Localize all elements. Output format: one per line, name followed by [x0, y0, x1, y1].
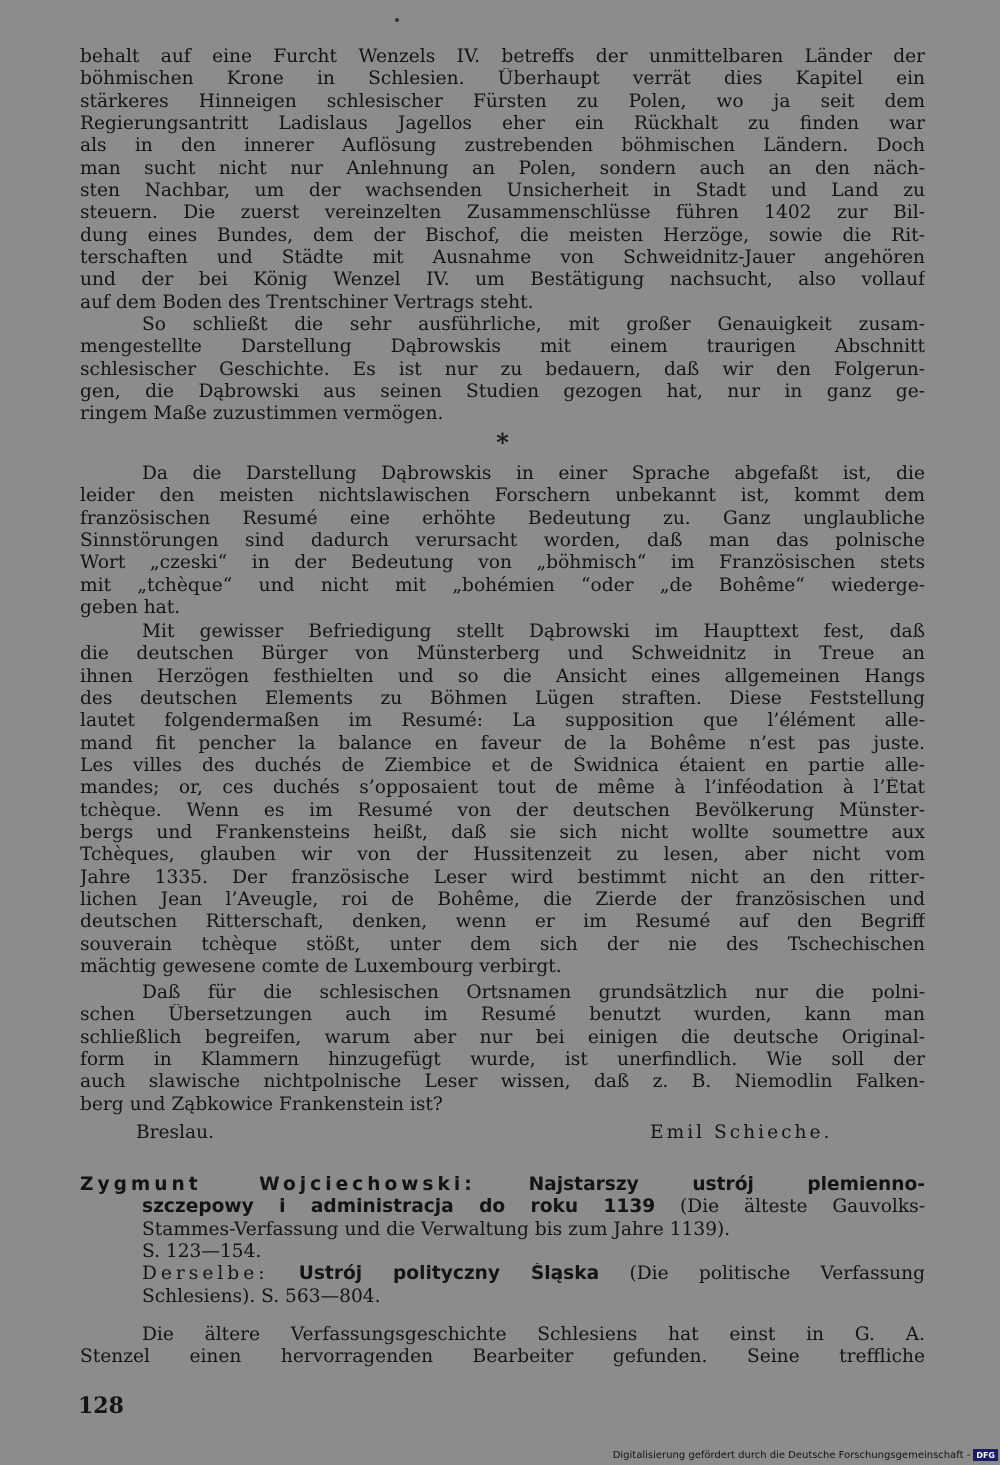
bib-title: Najstarszy ustrój plemienno- — [528, 1174, 925, 1195]
bibliography-entry — [80, 1174, 925, 1308]
paragraph-1 — [80, 46, 925, 314]
footer-text: Digitalisierung gefördert durch die Deutsche Forschungsgemeinschaft - — [612, 1449, 971, 1461]
text-line: mandes; or, ces duchés s’opposaient tout de même à l’inféodation à l’État — [80, 777, 925, 799]
text-line: als in den innerer Auflösung zustrebenden böhmischen Ländern. Doch — [80, 135, 925, 157]
bib-author: Derselbe: — [142, 1263, 269, 1285]
bib-title: Ustrój polityczny Śląska — [298, 1263, 600, 1285]
text-line: französischen Resumé eine erhöhte Bedeutung zu. Ganz unglaubliche — [80, 507, 925, 529]
text-line: Tchèques, glauben wir von der Hussitenzeit zu lesen, aber nicht vom — [80, 844, 925, 866]
bib-line — [80, 1196, 925, 1218]
text-line: berg und Ząbkowice Frankenstein ist? — [80, 1093, 443, 1115]
text-line: souverain tchèque stößt, unter dem sich der nie des Tschechischen — [80, 933, 925, 955]
text-line: ihnen Herzögen festhielten und so die Ansicht eines allgemeinen Hangs — [80, 665, 925, 687]
text-line: des deutschen Elements zu Böhmen Lügen straften. Diese Feststellung — [80, 688, 925, 710]
text-line: terschaften und Städte mit Ausnahme von Schweidnitz-Jauer angehören — [80, 247, 925, 269]
text-line: form in Klammern hinzugefügt wurde, ist unerfindlich. Wie soll der — [80, 1049, 925, 1071]
text-line: lautet folgendermaßen im Resumé: La supposition que l’élément alle- — [80, 710, 925, 732]
text-line: lichen Jean l’Aveugle, roi de Bohême, die Zierde der französischen und — [80, 889, 925, 911]
text-line: deutschen Ritterschaft, denken, wenn er im Resumé auf den Begriff — [80, 911, 925, 933]
bib-translation: (Die älteste Gauvolks- — [680, 1196, 925, 1218]
text-line: gen, die Dąbrowski aus seinen Studien gezogen hat, nur in ganz ge- — [80, 381, 925, 403]
text-line: Regierungsantritt Ladislaus Jagellos eher ein Rückhalt zu finden war — [80, 113, 925, 135]
text-line: man sucht nicht nur Anlehnung an Polen, sondern auch an den näch- — [80, 157, 925, 179]
bib-line: Stammes-Verfassung und die Verwaltung bis zum Jahre 1139). — [142, 1218, 731, 1240]
section-separator: * — [496, 428, 509, 457]
text-line: Die ältere Verfassungsgeschichte Schlesiens hat einst in G. A. — [142, 1324, 925, 1345]
paragraph-2 — [80, 314, 925, 426]
signature-author: Emil Schieche. — [650, 1122, 833, 1143]
text-line: Mit gewisser Befriedigung stellt Dąbrowski im Haupttext fest, daß — [142, 621, 925, 642]
text-line: mächtig gewesene comte de Luxembourg verbirgt. — [80, 956, 562, 978]
text-line: Wort „czeski“ in der Bedeutung von „böhmisch“ im Französischen stets — [80, 552, 925, 574]
text-line: stärkeres Hinneigen schlesischer Fürsten zu Polen, wo ja seit dem — [80, 90, 925, 112]
page-number: 128 — [78, 1393, 124, 1419]
text-line: bergs und Frankensteins heißt, daß sie sich nicht wollte soumettre aux — [80, 822, 925, 844]
paragraph-5 — [80, 982, 925, 1116]
text-line: Da die Darstellung Dąbrowskis in einer Sprache abgefaßt ist, die — [142, 463, 925, 484]
footer-credit — [613, 1449, 998, 1461]
text-line: leider den meisten nichtslawischen Forschern unbekannt ist, kommt dem — [80, 485, 925, 507]
text-line: mit „tchèque“ und nicht mit „bohémien “oder „de Bohême“ wiederge- — [80, 574, 925, 596]
text-line: So schließt die sehr ausführliche, mit großer Genauigkeit zusam- — [142, 314, 925, 335]
text-line: sten Nachbar, um der wachsenden Unsicherheit in Stadt und Land zu — [80, 180, 925, 202]
paragraph-4 — [80, 621, 925, 979]
text-line: ringem Maße zuzustimmen vermögen. — [80, 403, 444, 425]
bib-author: Zygmunt Wojciechowski: — [80, 1174, 476, 1195]
text-line: steuern. Die zuerst vereinzelten Zusammenschlüsse führen 1402 zur Bil- — [80, 202, 925, 224]
print-speck — [395, 18, 399, 22]
paragraph-3 — [80, 463, 925, 619]
dfg-logo: DFG — [973, 1449, 998, 1461]
text-line: auch slawische nichtpolnische Leser wissen, daß z. B. Niemodlin Falken- — [80, 1071, 925, 1093]
bib-line — [80, 1263, 925, 1285]
text-line: behalt auf eine Furcht Wenzels IV. betreffs der unmittelbaren Länder der — [80, 46, 925, 67]
bib-translation: (Die politische Verfassung — [629, 1263, 925, 1285]
text-line: mengestellte Darstellung Dąbrowskis mit einem traurigen Abschnitt — [80, 336, 925, 358]
text-line: Jahre 1335. Der französische Leser wird bestimmt nicht an den ritter- — [80, 866, 925, 888]
signature-place: Breslau. — [136, 1122, 215, 1143]
text-line: die deutschen Bürger von Münsterberg und Schweidnitz in Treue an — [80, 643, 925, 665]
bib-title: szczepowy i administracja do roku 1139 — [142, 1196, 656, 1218]
text-line: Stenzel einen hervorragenden Bearbeiter gefunden. Seine treffliche — [80, 1346, 925, 1368]
text-line: schen Übersetzungen auch im Resumé benutzt wurden, kann man — [80, 1004, 925, 1026]
paragraph-6 — [80, 1324, 925, 1369]
text-line: schließlich begreifen, warum aber nur bei einigen die deutsche Original- — [80, 1026, 925, 1048]
text-line: geben hat. — [80, 597, 181, 619]
text-line: Daß für die schlesischen Ortsnamen grundsätzlich nur die polni- — [142, 982, 925, 1003]
text-line: tchèque. Wenn es im Resumé von der deutschen Bevölkerung Münster- — [80, 799, 925, 821]
text-line: auf dem Boden des Trentschiner Vertrags steht. — [80, 291, 534, 313]
text-line: Les villes des duchés de Ziembice et de Świdnica étaient en partie alle- — [80, 755, 925, 777]
text-line: böhmischen Krone in Schlesien. Überhaupt verrät dies Kapitel ein — [80, 68, 925, 90]
text-line: mand fit pencher la balance en faveur de la Bohême n’est pas juste. — [80, 732, 925, 754]
text-line: dung eines Bundes, dem der Bischof, die meisten Herzöge, sowie die Rit- — [80, 224, 925, 246]
text-line: Sinnstörungen sind dadurch verursacht worden, daß man das polnische — [80, 530, 925, 552]
bib-line: Schlesiens). S. 563—804. — [142, 1285, 381, 1307]
text-line: und der bei König Wenzel IV. um Bestätigung nachsucht, also vollauf — [80, 269, 925, 291]
bib-pages: S. 123—154. — [142, 1241, 262, 1263]
text-line: schlesischer Geschichte. Es ist nur zu bedauern, daß wir den Folgerun- — [80, 358, 925, 380]
bib-line — [80, 1174, 925, 1196]
